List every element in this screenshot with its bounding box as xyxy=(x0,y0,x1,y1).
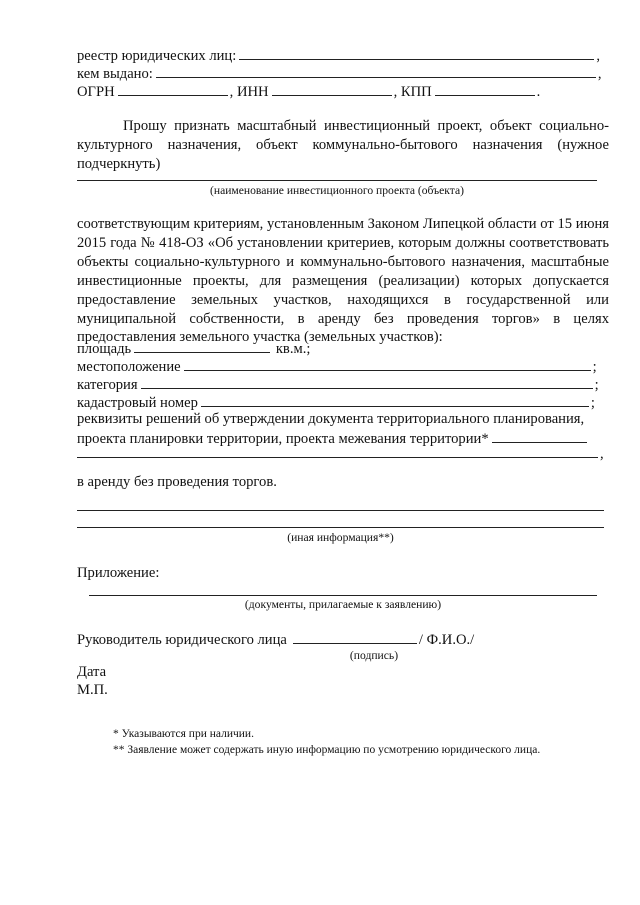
ogrn-field[interactable] xyxy=(118,82,228,96)
kpp-field[interactable] xyxy=(435,82,535,96)
date-label: Дата xyxy=(77,664,107,680)
appendix-caption: (документы, прилагаемые к заявлению) xyxy=(244,598,442,611)
footnote-1: * Указываются при наличии. xyxy=(113,728,254,740)
signature-line xyxy=(77,630,609,650)
ogrn-inn-kpp-line xyxy=(77,82,609,102)
category-field[interactable] xyxy=(141,375,593,389)
other-info-caption: (иная информация**) xyxy=(287,531,394,544)
inn-label: , ИНН xyxy=(229,84,269,100)
project-name-field[interactable] xyxy=(77,180,597,181)
footnote-2: ** Заявление может содержать иную информацию по усмотрению юридического лица. xyxy=(113,744,541,756)
cadastral-label: кадастровый номер xyxy=(77,395,198,411)
kpp-period: . xyxy=(536,84,541,100)
seal-label: М.П. xyxy=(77,682,108,698)
signature-field[interactable] xyxy=(293,630,417,644)
lease-text: в аренду без проведения торгов. xyxy=(77,474,277,490)
appendix-label: Приложение: xyxy=(77,565,160,581)
issued-by-comma: , xyxy=(597,66,602,82)
other-info-field-1[interactable] xyxy=(77,510,604,511)
area-unit: кв.м.; xyxy=(275,341,311,357)
project-name-caption: (наименование инвестиционного проекта (объекта) xyxy=(210,184,464,197)
signature-caption: (подпись) xyxy=(349,649,399,662)
registry-field[interactable] xyxy=(239,46,594,60)
details-line-1: реквизиты решений об утверждении документа территориального планирования, xyxy=(77,411,585,427)
appendix-field[interactable] xyxy=(89,595,597,596)
registry-line xyxy=(77,46,609,66)
details-label: проекта планировки территории, проекта межевания территории* xyxy=(77,431,489,447)
issued-by-label: кем выдано: xyxy=(77,66,153,82)
cadastral-field[interactable] xyxy=(201,393,589,407)
kpp-label: , КПП xyxy=(393,84,432,100)
signature-name-label: / Ф.И.О./ xyxy=(418,632,475,648)
registry-comma: , xyxy=(596,48,600,64)
registry-label: реестр юридических лиц: xyxy=(77,48,237,64)
criteria-paragraph: соответствующим критериям, установленным Законом Липецкой области от 15 июня 2015 года № 418-ОЗ «Об установлении критериев, которым должны соответствовать объекты социально-культурного и коммунально-бытового назначения, масштабные инвестиционные проекты, для размещения (реализации) которых допускается предоставление земельных участков, находящихся в государственной или муниципальной собственности, в аренду без проведения торгов» в целях предоставления земельного участка (земельных участков): xyxy=(77,216,609,346)
category-semicolon: ; xyxy=(594,377,599,393)
location-line xyxy=(77,357,609,377)
details-line-3 xyxy=(77,444,609,464)
ogrn-label: ОГРН xyxy=(77,84,115,100)
area-line xyxy=(77,339,609,359)
area-field[interactable] xyxy=(134,339,270,353)
category-label: категория xyxy=(77,377,138,393)
cadastral-semicolon: ; xyxy=(590,395,595,411)
location-semicolon: ; xyxy=(592,359,597,375)
details-comma: , xyxy=(600,446,604,462)
category-line xyxy=(77,375,609,395)
location-field[interactable] xyxy=(184,357,591,371)
request-paragraph: Прошу признать масштабный инвестиционный проект, объект социально-культурного назначения, объект коммунально-бытового назначения (нужное подчеркнуть) xyxy=(77,118,609,172)
inn-field[interactable] xyxy=(272,82,392,96)
other-info-field-2[interactable] xyxy=(77,527,604,528)
area-label: площадь xyxy=(77,341,132,357)
issued-by-line xyxy=(77,64,609,84)
details-field[interactable] xyxy=(492,429,587,443)
issued-by-field[interactable] xyxy=(156,64,596,78)
location-label: местоположение xyxy=(77,359,181,375)
details-field-continued[interactable] xyxy=(77,444,598,458)
signature-label: Руководитель юридического лица xyxy=(77,632,287,648)
cadastral-line xyxy=(77,393,609,413)
